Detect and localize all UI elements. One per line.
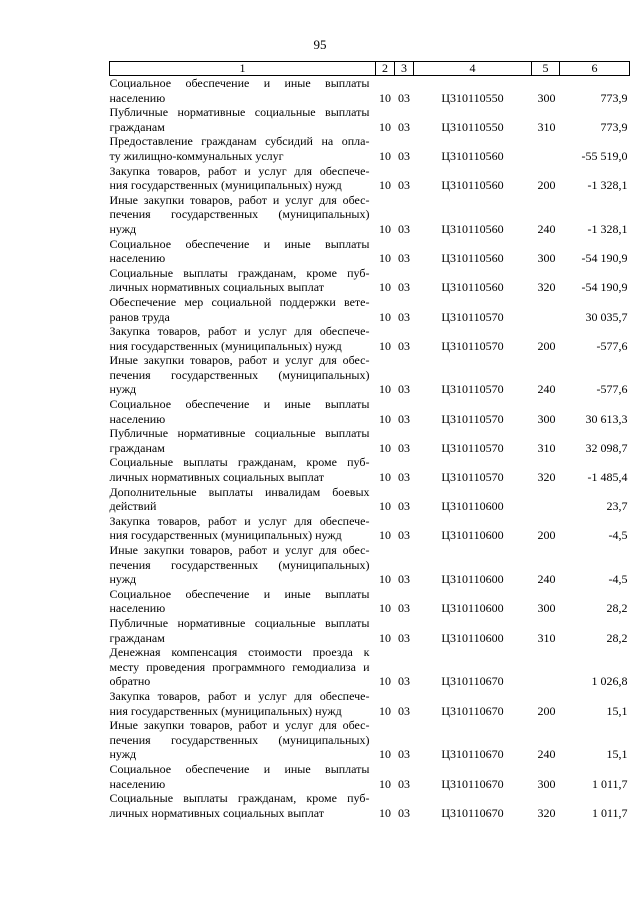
table-row [110,485,630,514]
amount-value: -54 190,9 [581,251,628,266]
page-number: 95 [313,37,327,52]
row-name-line: Предоставление гражданам субсидий на опла- [109,134,370,149]
amount-value: 1 011,7 [591,805,628,820]
amount-value: -1 485,4 [587,470,628,485]
section-code: 10 [379,411,391,426]
amount-value: 1 026,8 [591,674,628,689]
subsection-code: 03 [398,499,410,514]
section-code: 10 [379,148,391,163]
target-article-code: Ц310110570 [441,411,504,426]
section-code: 10 [379,280,391,295]
amount-value: 32 098,7 [585,440,628,455]
target-article-code: Ц310110570 [441,440,504,455]
row-name-line: Обеспечение мер социальной поддержки вете- [109,294,370,309]
amount-value: 30 035,7 [585,309,628,324]
row-name-line: населению [109,90,166,105]
row-name-line: печения государственных (муниципальных) [109,207,370,222]
expense-type-code [532,134,560,163]
target-article-code: Ц310110670 [441,776,504,791]
row-name-line: Публичные нормативные социальные выплаты [109,105,370,120]
row-name-line: гражданам [109,440,165,455]
expense-type-code: 310 [537,119,556,134]
target-article-code: Ц310110560 [441,148,504,163]
row-name-cell [110,762,376,791]
expense-type-code: 320 [537,470,556,485]
amount-value: -577,6 [596,338,628,353]
target-article-code: Ц310110600 [441,630,504,645]
table-row [110,164,630,193]
row-name-cell [110,266,376,295]
row-name-line: Закупка товаров, работ и услуг для обеспече- [109,163,370,178]
subsection-code: 03 [398,221,410,236]
table-row [110,455,630,484]
target-article-code: Ц310110600 [441,601,504,616]
row-name-line: действий [109,499,157,514]
section-code: 10 [379,630,391,645]
expense-type-code: 240 [537,747,556,762]
amount-value: 773,9 [600,119,628,134]
subsection-code: 03 [398,411,410,426]
section-code: 10 [379,776,391,791]
row-name-cell [110,485,376,514]
subsection-code: 03 [398,119,410,134]
row-name-line: Социальное обеспечение и иные выплаты [109,586,370,601]
row-name-line: нужд [109,221,137,236]
row-name-line: личных нормативных социальных выплат [109,470,324,485]
table-row [110,237,630,266]
expense-type-code: 200 [537,178,556,193]
row-name-cell [110,791,376,820]
row-name-line: нужд [109,747,137,762]
column-header-subsection: 3 [395,62,414,76]
row-name-cell [110,514,376,543]
table-row [110,645,630,689]
subsection-code: 03 [398,776,410,791]
amount-value: -55 519,0 [581,148,628,163]
target-article-code: Ц310110550 [441,119,504,134]
target-article-code: Ц310110670 [441,805,504,820]
amount-value: 773,9 [600,90,628,105]
subsection-code: 03 [398,178,410,193]
row-name-line: нужд [109,572,137,587]
row-name-line: Социальные выплаты гражданам, кроме пуб- [109,265,370,280]
expense-type-code: 300 [537,90,556,105]
table-body [110,76,630,821]
row-name-cell [110,645,376,689]
subsection-code: 03 [398,674,410,689]
target-article-code: Ц310110570 [441,382,504,397]
expense-type-code: 200 [537,338,556,353]
section-code: 10 [379,528,391,543]
subsection-code: 03 [398,528,410,543]
row-name-line: личных нормативных социальных выплат [109,805,324,820]
table-row [110,134,630,163]
expense-type-code [532,645,560,689]
section-code: 10 [379,499,391,514]
table-row [110,587,630,616]
column-header-section: 2 [376,62,395,76]
table-row [110,514,630,543]
subsection-code: 03 [398,470,410,485]
row-name-line: населению [109,411,166,426]
section-code: 10 [379,251,391,266]
row-name-cell [110,353,376,397]
row-name-line: месту проведения программного гемодиализа и [109,659,370,674]
row-name-cell [110,134,376,163]
column-header-amount: 6 [560,62,630,76]
row-name-line: Социальные выплаты гражданам, кроме пуб- [109,455,370,470]
subsection-code: 03 [398,747,410,762]
subsection-code: 03 [398,703,410,718]
table-row [110,397,630,426]
row-name-line: личных нормативных социальных выплат [109,280,324,295]
subsection-code: 03 [398,338,410,353]
table-row [110,193,630,237]
row-name-cell [110,295,376,324]
row-name-cell [110,76,376,106]
column-header-name: 1 [110,62,376,76]
amount-value: 28,2 [606,601,628,616]
expense-type-code: 300 [537,411,556,426]
section-code: 10 [379,747,391,762]
subsection-code: 03 [398,601,410,616]
row-name-line: Иные закупки товаров, работ и услуг для обес- [109,543,370,557]
row-name-line: ния государственных (муниципальных) нужд [109,178,342,193]
expense-type-code: 320 [537,805,556,820]
row-name-cell [110,324,376,353]
row-name-line: населению [109,601,166,616]
row-name-line: Социальное обеспечение и иные выплаты [109,397,370,412]
amount-value: 1 011,7 [591,776,628,791]
row-name-line: Социальные выплаты гражданам, кроме пуб- [109,791,370,806]
subsection-code: 03 [398,280,410,295]
header-row [110,62,630,76]
section-code: 10 [379,90,391,105]
row-name-line: Иные закупки товаров, работ и услуг для обес- [109,718,370,733]
row-name-cell [110,397,376,426]
row-name-line: ранов труда [109,309,170,324]
target-article-code: Ц310110670 [441,703,504,718]
table-row [110,543,630,587]
amount-value: -54 190,9 [581,280,628,295]
target-article-code: Ц310110570 [441,338,504,353]
amount-value: 15,1 [606,703,628,718]
section-code: 10 [379,703,391,718]
row-name-line: печения государственных (муниципальных) [109,732,370,747]
row-name-cell [110,718,376,762]
table-row [110,353,630,397]
amount-value: -1 328,1 [587,221,628,236]
row-name-line: Закупка товаров, работ и услуг для обеспече- [109,324,370,339]
section-code: 10 [379,805,391,820]
row-name-line: ния государственных (муниципальных) нужд [109,338,342,353]
target-article-code: Ц310110670 [441,674,504,689]
row-name-line: Иные закупки товаров, работ и услуг для обес- [109,353,370,368]
expense-type-code: 320 [537,280,556,295]
target-article-code: Ц310110550 [441,90,504,105]
table-row [110,616,630,645]
column-header-target-article: 4 [414,62,532,76]
expense-type-code: 240 [537,572,556,587]
expense-type-code: 300 [537,601,556,616]
expense-type-code: 240 [537,382,556,397]
target-article-code: Ц310110560 [441,221,504,236]
expense-type-code: 310 [537,440,556,455]
amount-value: 30 613,3 [585,411,628,426]
section-code: 10 [379,440,391,455]
row-name-line: Социальное обеспечение и иные выплаты [109,761,370,776]
table-row [110,295,630,324]
row-name-cell [110,237,376,266]
table-row [110,762,630,791]
row-name-cell [110,616,376,645]
subsection-code: 03 [398,148,410,163]
expense-type-code: 310 [537,630,556,645]
amount-value: -1 328,1 [587,178,628,193]
row-name-cell [110,689,376,718]
expense-type-code [532,485,560,514]
row-name-line: гражданам [109,119,165,134]
section-code: 10 [379,382,391,397]
target-article-code: Ц310110600 [441,528,504,543]
table-row [110,791,630,820]
row-name-line: печения государственных (муниципальных) [109,557,370,572]
subsection-code: 03 [398,440,410,455]
row-name-line: ния государственных (муниципальных) нужд [109,703,342,718]
expense-type-code: 200 [537,703,556,718]
subsection-code: 03 [398,805,410,820]
expense-type-code: 200 [537,528,556,543]
subsection-code: 03 [398,90,410,105]
table-row [110,426,630,455]
table-row [110,76,630,106]
target-article-code: Ц310110600 [441,572,504,587]
section-code: 10 [379,674,391,689]
table-row [110,105,630,134]
expense-type-code [532,295,560,324]
row-name-cell [110,105,376,134]
subsection-code: 03 [398,572,410,587]
subsection-code: 03 [398,251,410,266]
row-name-line: населению [109,251,166,266]
amount-value: 23,7 [606,499,628,514]
table-row [110,689,630,718]
row-name-line: Дополнительные выплаты инвалидам боевых [109,484,370,499]
target-article-code: Ц310110600 [441,499,504,514]
row-name-line: Публичные нормативные социальные выплаты [109,426,370,441]
target-article-code: Ц310110670 [441,747,504,762]
amount-value: -4,5 [608,572,628,587]
row-name-line: печения государственных (муниципальных) [109,367,370,382]
table-row [110,324,630,353]
row-name-cell [110,426,376,455]
row-name-line: населению [109,776,166,791]
row-name-line: ния государственных (муниципальных) нужд [109,528,342,543]
expense-type-code: 300 [537,251,556,266]
target-article-code: Ц310110560 [441,178,504,193]
subsection-code: 03 [398,630,410,645]
section-code: 10 [379,572,391,587]
target-article-code: Ц310110570 [441,309,504,324]
section-code: 10 [379,309,391,324]
section-code: 10 [379,119,391,134]
row-name-line: Иные закупки товаров, работ и услуг для обес- [109,192,370,207]
table-row [110,266,630,295]
section-code: 10 [379,221,391,236]
row-name-line: Публичные нормативные социальные выплаты [109,615,370,630]
target-article-code: Ц310110560 [441,251,504,266]
subsection-code: 03 [398,309,410,324]
table-header [110,62,630,76]
row-name-line: нужд [109,382,137,397]
row-name-line: Социальное обеспечение и иные выплаты [109,76,370,90]
column-header-expense-type: 5 [532,62,560,76]
row-name-cell [110,455,376,484]
section-code: 10 [379,470,391,485]
row-name-cell [110,587,376,616]
expense-type-code: 240 [537,221,556,236]
target-article-code: Ц310110570 [441,470,504,485]
row-name-line: обратно [109,674,151,689]
row-name-line: гражданам [109,630,165,645]
target-article-code: Ц310110560 [441,280,504,295]
amount-value: -577,6 [596,382,628,397]
table-row [110,718,630,762]
subsection-code: 03 [398,382,410,397]
expense-type-code: 300 [537,776,556,791]
row-name-line: Закупка товаров, работ и услуг для обеспече- [109,513,370,528]
row-name-cell [110,193,376,237]
section-code: 10 [379,601,391,616]
row-name-cell [110,164,376,193]
row-name-cell [110,543,376,587]
amount-value: -4,5 [608,528,628,543]
budget-table [109,61,630,820]
section-code: 10 [379,178,391,193]
amount-value: 15,1 [606,747,628,762]
amount-value: 28,2 [606,630,628,645]
section-code: 10 [379,338,391,353]
row-name-line: Закупка товаров, работ и услуг для обеспече- [109,688,370,703]
row-name-line: Денежная компенсация стоимости проезда к [109,645,370,660]
row-name-line: Социальное обеспечение и иные выплаты [109,236,370,251]
row-name-line: ту жилищно-коммунальных услуг [109,148,284,163]
